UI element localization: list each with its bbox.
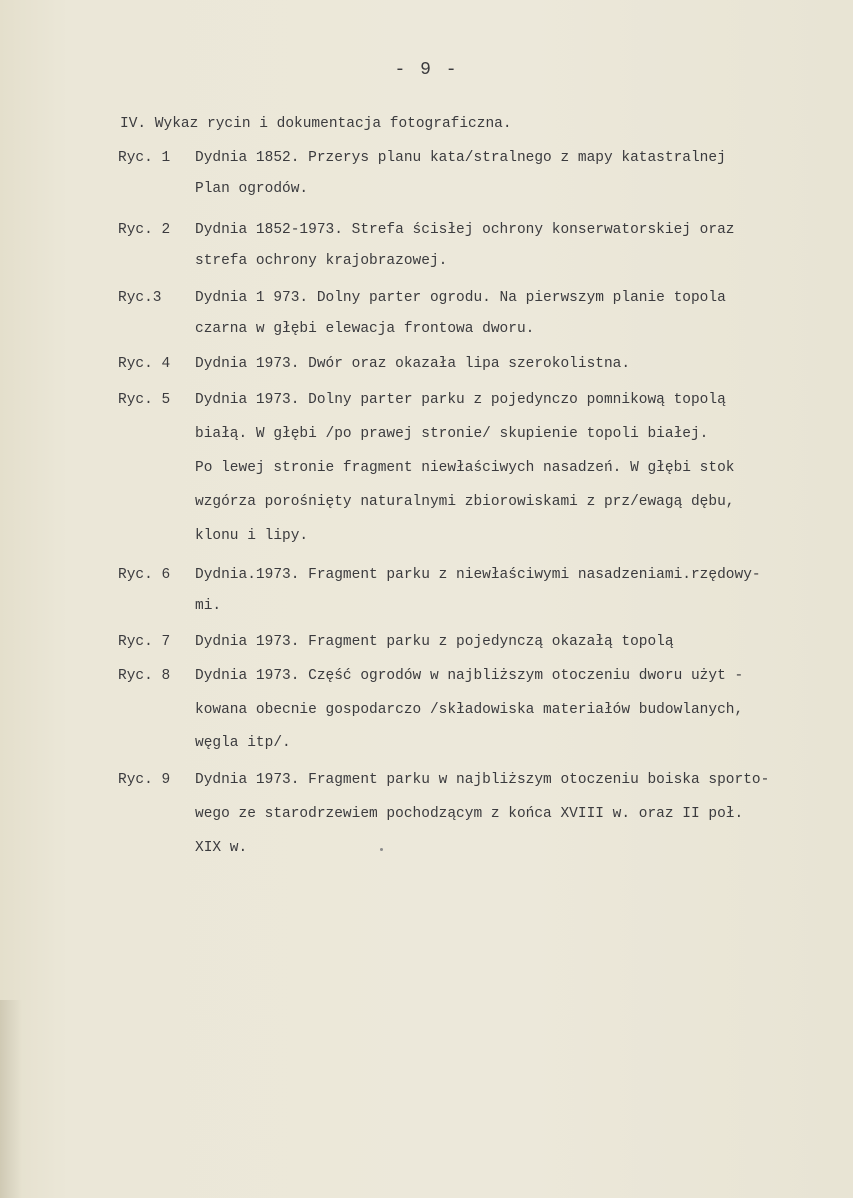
figure-caption-line: węgla itp/. bbox=[195, 735, 291, 751]
figure-caption-line: Plan ogrodów. bbox=[195, 181, 309, 197]
figure-caption-line: Dydnia 1973. Fragment parku w najbliższym otoczeniu boiska sporto- bbox=[195, 772, 770, 788]
figure-label: Ryc. 6 bbox=[118, 567, 171, 583]
page-edge-shadow bbox=[0, 1000, 22, 1198]
figure-label: Ryc. 7 bbox=[118, 634, 171, 650]
figure-caption-line: wego ze starodrzewiem pochodzącym z końca XVIII w. oraz II poł. bbox=[195, 806, 744, 822]
figure-caption-line: Dydnia.1973. Fragment parku z niewłaściwymi nasadzeniami.rzędowy- bbox=[195, 567, 761, 583]
figure-caption-line: wzgórza porośnięty naturalnymi zbiorowiskami z prz/ewagą dębu, bbox=[195, 494, 735, 510]
figure-label: Ryc. 9 bbox=[118, 772, 171, 788]
figure-caption-line: Dydnia 1852. Przerys planu kata/stralnego z mapy katastralnej bbox=[195, 150, 726, 166]
figure-caption-line: Dydnia 1852-1973. Strefa ścisłej ochrony konserwatorskiej oraz bbox=[195, 222, 735, 238]
figure-caption-line: strefa ochrony krajobrazowej. bbox=[195, 253, 448, 269]
paper-speck bbox=[380, 848, 383, 851]
figure-caption-line: Dydnia 1973. Dolny parter parku z pojedynczo pomnikową topolą bbox=[195, 392, 726, 408]
figure-caption-line: XIX w. bbox=[195, 840, 248, 856]
figure-caption-line: kowana obecnie gospodarczo /składowiska materiałów budowlanych, bbox=[195, 702, 744, 718]
figure-caption-line: klonu i lipy. bbox=[195, 528, 309, 544]
figure-caption-line: białą. W głębi /po prawej stronie/ skupienie topoli białej. bbox=[195, 426, 709, 442]
figure-label: Ryc.3 bbox=[118, 290, 162, 306]
figure-label: Ryc. 5 bbox=[118, 392, 171, 408]
figure-label: Ryc. 1 bbox=[118, 150, 171, 166]
figure-label: Ryc. 4 bbox=[118, 356, 171, 372]
figure-caption-line: Dydnia 1 973. Dolny parter ogrodu. Na pierwszym planie topola bbox=[195, 290, 726, 306]
page-number: - 9 - bbox=[394, 60, 459, 80]
figure-caption-line: Dydnia 1973. Fragment parku z pojedynczą okazałą topolą bbox=[195, 634, 674, 650]
section-heading: IV. Wykaz rycin i dokumentacja fotograficzna. bbox=[120, 116, 512, 132]
figure-label: Ryc. 8 bbox=[118, 668, 171, 684]
figure-caption-line: mi. bbox=[195, 598, 222, 614]
figure-label: Ryc. 2 bbox=[118, 222, 171, 238]
figure-caption-line: Dydnia 1973. Część ogrodów w najbliższym otoczeniu dworu użyt - bbox=[195, 668, 744, 684]
figure-caption-line: Dydnia 1973. Dwór oraz okazała lipa szerokolistna. bbox=[195, 356, 631, 372]
figure-caption-line: Po lewej stronie fragment niewłaściwych nasadzeń. W głębi stok bbox=[195, 460, 735, 476]
figure-caption-line: czarna w głębi elewacja frontowa dworu. bbox=[195, 321, 535, 337]
